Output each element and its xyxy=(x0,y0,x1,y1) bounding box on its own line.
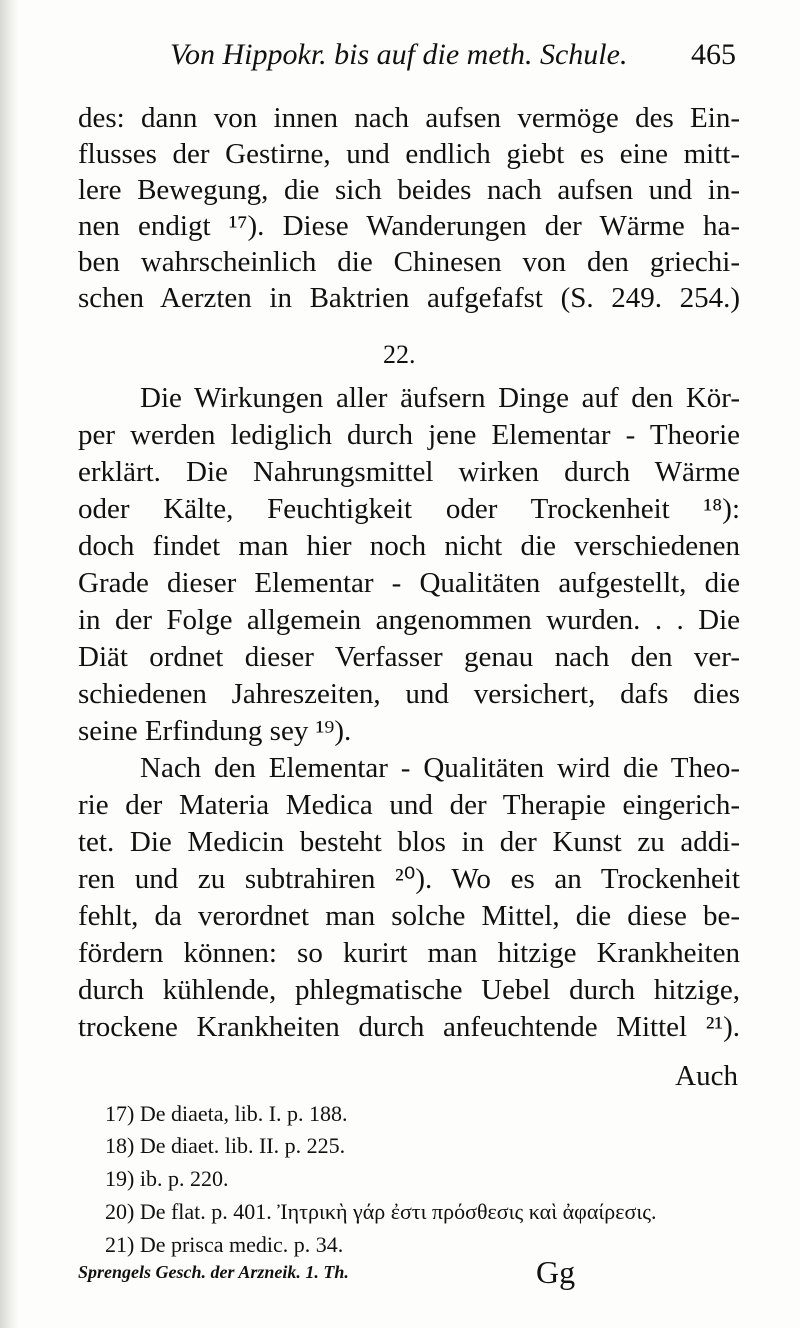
text-line: schiedenen Jahreszeiten, und versichert, dafs dies xyxy=(78,678,740,710)
text-line: flusses der Gestirne, und endlich giebt es eine mitt- xyxy=(78,138,740,170)
section-number: 22. xyxy=(383,340,416,369)
text-line: Nach den Elementar - Qualitäten wird die Theo- xyxy=(140,752,740,784)
footnote: 20) De flat. p. 401. Ἰητρικὴ γάρ ἐστι πρόσθεσις καὶ ἀφαίρεσις. xyxy=(105,1199,657,1224)
text-line: oder Kälte, Feuchtigkeit oder Trockenheit ¹⁸): xyxy=(78,493,740,525)
text-line: rie der Materia Medica und der Therapie eingerich- xyxy=(78,789,740,821)
text-line: ben wahrscheinlich die Chinesen von den griechi- xyxy=(78,246,740,278)
text-line: erklärt. Die Nahrungsmittel wirken durch Wärme xyxy=(78,456,740,488)
footnote: 17) De diaeta, lib. I. p. 188. xyxy=(105,1101,348,1126)
imprint-line: Sprengels Gesch. der Arzneik. 1. Th. xyxy=(78,1262,349,1282)
text-line: seine Erfindung sey ¹⁹). xyxy=(78,715,352,747)
text-line: doch findet man hier noch nicht die verschiedenen xyxy=(78,530,740,562)
text-line: lere Bewegung, die sich beides nach aufsen und in- xyxy=(78,174,740,206)
text-line: Diät ordnet dieser Verfasser genau nach den ver- xyxy=(78,641,740,673)
text-line: tet. Die Medicin besteht blos in der Kunst zu addi- xyxy=(78,826,740,858)
text-line: des: dann von innen nach aufsen vermöge des Ein- xyxy=(78,102,740,134)
footnote: 19) ib. p. 220. xyxy=(105,1166,229,1191)
text-line: nen endigt ¹⁷). Diese Wanderungen der Wärme ha- xyxy=(78,210,740,242)
text-line: Die Wirkungen aller äufsern Dinge auf den Kör- xyxy=(140,382,740,414)
text-line: Grade dieser Elementar - Qualitäten aufgestellt, die xyxy=(78,567,740,599)
running-header xyxy=(170,38,740,78)
text-line: fördern können: so kurirt man hitzige Krankheiten xyxy=(78,937,740,969)
page-edge-shadow xyxy=(0,0,18,1328)
text-line: durch kühlende, phlegmatische Uebel durch hitzige, xyxy=(78,974,740,1006)
text-line: ren und zu subtrahiren ²⁰). Wo es an Trockenheit xyxy=(78,863,740,895)
text-line: fehlt, da verordnet man solche Mittel, die diese be- xyxy=(78,900,740,932)
catchword: Auch xyxy=(675,1060,738,1092)
text-line: per werden lediglich durch jene Elementar - Theorie xyxy=(78,419,740,451)
signature-mark: Gg xyxy=(536,1254,576,1290)
footnote: 21) De prisca medic. p. 34. xyxy=(105,1232,344,1257)
text-line: in der Folge allgemein angenommen wurden. . . Die xyxy=(78,604,740,636)
running-title: Von Hippokr. bis auf die meth. Schule. xyxy=(170,38,628,71)
page-number: 465 xyxy=(691,38,736,71)
footnote: 18) De diaet. lib. II. p. 225. xyxy=(105,1133,346,1158)
text-line: trockene Krankheiten durch anfeuchtende Mittel ²¹). xyxy=(78,1011,740,1043)
text-line: schen Aerzten in Baktrien aufgefafst (S. 249. 254.) xyxy=(78,282,740,314)
